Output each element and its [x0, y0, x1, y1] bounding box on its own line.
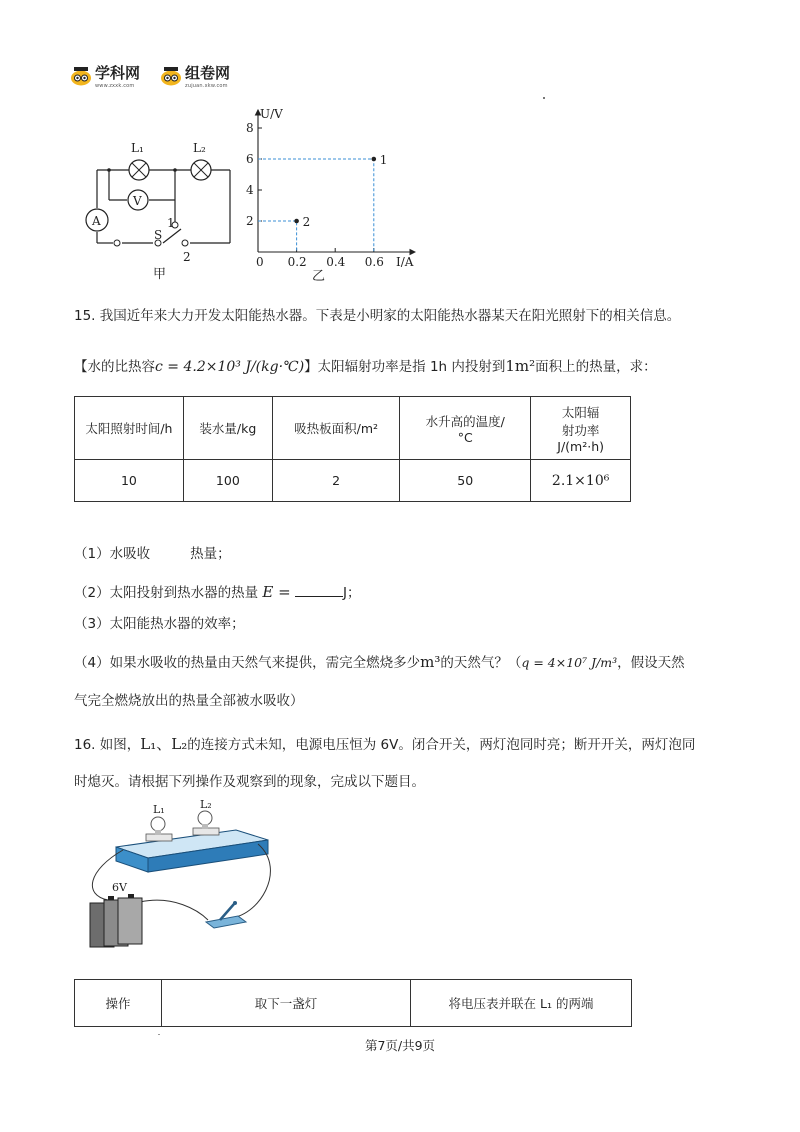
- point-label: 1: [379, 153, 388, 167]
- label-s: S: [154, 228, 163, 242]
- logo-name: 组卷网: [185, 64, 231, 82]
- y-axis-label: U/V: [260, 107, 283, 121]
- q15-c-expr: c = 4.2×10³ J/(kg·℃): [155, 359, 305, 375]
- q16-line1a: 16. 如图，: [74, 737, 141, 753]
- logo-url: zujuan.xkw.com: [185, 83, 228, 89]
- logo-name: 学科网: [95, 64, 141, 82]
- q16-line1b: 的连接方式未知，电源电压恒为 6V。闭合开关，两灯泡同时亮；断开开关，两灯泡同: [187, 737, 696, 753]
- q15-sub4b: 的天然气？（: [440, 655, 522, 671]
- x-axis-label: I/A: [396, 255, 414, 269]
- q16-table: [74, 979, 632, 1027]
- speck: [158, 1034, 160, 1035]
- label-pos2: 2: [183, 250, 191, 264]
- owl-icon: [160, 66, 182, 86]
- x-tick-label: 0: [256, 255, 264, 269]
- q16-th-op: 操作: [75, 980, 162, 1027]
- fig-label-l2: L₂: [200, 800, 212, 811]
- q15-sub2: [74, 582, 360, 603]
- caption-jia: 甲: [153, 267, 167, 282]
- q15-sub1b: 热量；: [190, 546, 231, 562]
- q15-sub4a: （4）如果水吸收的热量由天然气来提供，需完全燃烧多少: [74, 655, 421, 671]
- logo-url: www.zxxk.com: [95, 83, 135, 89]
- bulb-l2-icon: [198, 811, 212, 825]
- data-point: [294, 219, 299, 224]
- q15-sub4-cont: 气完全燃烧放出的热量全部被水吸收）: [74, 693, 304, 709]
- th-temp: 水升高的温度/°C: [400, 397, 531, 460]
- bulb-l1-icon: [151, 817, 165, 831]
- label-pos1: 1: [167, 216, 175, 230]
- q15-sub1: [74, 544, 231, 564]
- th-area: 吸热板面积/m²: [272, 397, 399, 460]
- q15-sub4-unit: m³: [420, 653, 441, 671]
- label-a: A: [92, 214, 101, 228]
- q16-th-remove: 取下一盏灯: [162, 980, 411, 1027]
- q15-table: [74, 396, 631, 502]
- q15-sub1a: （1）水吸收: [74, 546, 151, 562]
- x-tick-label: 0.2: [287, 255, 307, 269]
- guide-line: [258, 221, 297, 252]
- fig-label-l1: L₁: [153, 803, 165, 816]
- q15-sub3: （3）太阳能热水器的效率；: [74, 616, 245, 632]
- td-time: 10: [75, 460, 184, 502]
- owl-icon: [70, 66, 92, 86]
- caption-yi: 乙: [312, 269, 326, 284]
- q15-sub4-q: q = 4×10⁷ J/m³: [521, 655, 618, 670]
- page-footer: 第7页/共9页: [364, 1038, 436, 1053]
- td-area: 2: [272, 460, 399, 502]
- guide-line: [258, 159, 374, 252]
- point-label: 2: [302, 215, 311, 229]
- q15-sub2b: J；: [342, 585, 361, 601]
- y-tick-label: 4: [246, 183, 254, 197]
- q16-th-voltmeter: 将电压表并联在 L₁ 的两端: [411, 980, 632, 1027]
- y-tick-label: 2: [246, 214, 254, 228]
- label-v: V: [133, 194, 142, 208]
- th-water: 装水量/kg: [183, 397, 272, 460]
- q15-bracket-open: 【水的比热容: [74, 359, 155, 375]
- q15-rest2: 面积上的热量，求：: [535, 359, 657, 375]
- q16-line2: 时熄灭。请根据下列操作及观察到的现象，完成以下题目。: [74, 774, 425, 790]
- circuit-diagram-jia: [75, 135, 240, 285]
- q15-constants: [74, 356, 657, 377]
- q16-lamps: L₁、L₂: [140, 735, 188, 753]
- td-water: 100: [183, 460, 272, 502]
- q16-apparatus-figure: [78, 800, 308, 955]
- y-tick-label: 6: [246, 152, 254, 166]
- answer-blank[interactable]: [295, 582, 343, 597]
- td-power: 2.1×10⁶: [531, 460, 631, 502]
- x-tick-label: 0.4: [326, 255, 346, 269]
- q15-area: 1m²: [505, 357, 536, 375]
- q15-sub4: [74, 652, 685, 673]
- q15-sub2-var: E =: [262, 583, 291, 601]
- y-tick-label: 8: [246, 121, 254, 135]
- th-time: 太阳照射时间/h: [75, 397, 184, 460]
- speck: [543, 97, 545, 99]
- graph-yi: [240, 100, 430, 285]
- th-power: 太阳辐射功率J/(m²·h): [531, 397, 631, 460]
- q15-intro: 15. 我国近年来大力开发太阳能热水器。下表是小明家的太阳能热水器某天在阳光照射下的相关信息。: [74, 308, 681, 324]
- fig-label-6v: 6V: [112, 881, 127, 894]
- q15-bracket-close: 】: [304, 359, 318, 375]
- q15-sub2a: （2）太阳投射到热水器的热量: [74, 585, 259, 601]
- q15-sub4c: ，假设天然: [617, 655, 685, 671]
- logo-zujuanwang: [160, 62, 230, 89]
- logo-xuekewang: [70, 62, 140, 89]
- label-l2: L₂: [193, 141, 206, 155]
- switch-icon: [206, 916, 246, 928]
- td-temp: 50: [400, 460, 531, 502]
- q15-rest: 太阳辐射功率是指 1h 内投射到: [317, 359, 506, 375]
- x-tick-label: 0.6: [364, 255, 384, 269]
- data-point: [372, 157, 377, 162]
- q16-line1: [74, 734, 695, 755]
- label-l1: L₁: [131, 141, 144, 155]
